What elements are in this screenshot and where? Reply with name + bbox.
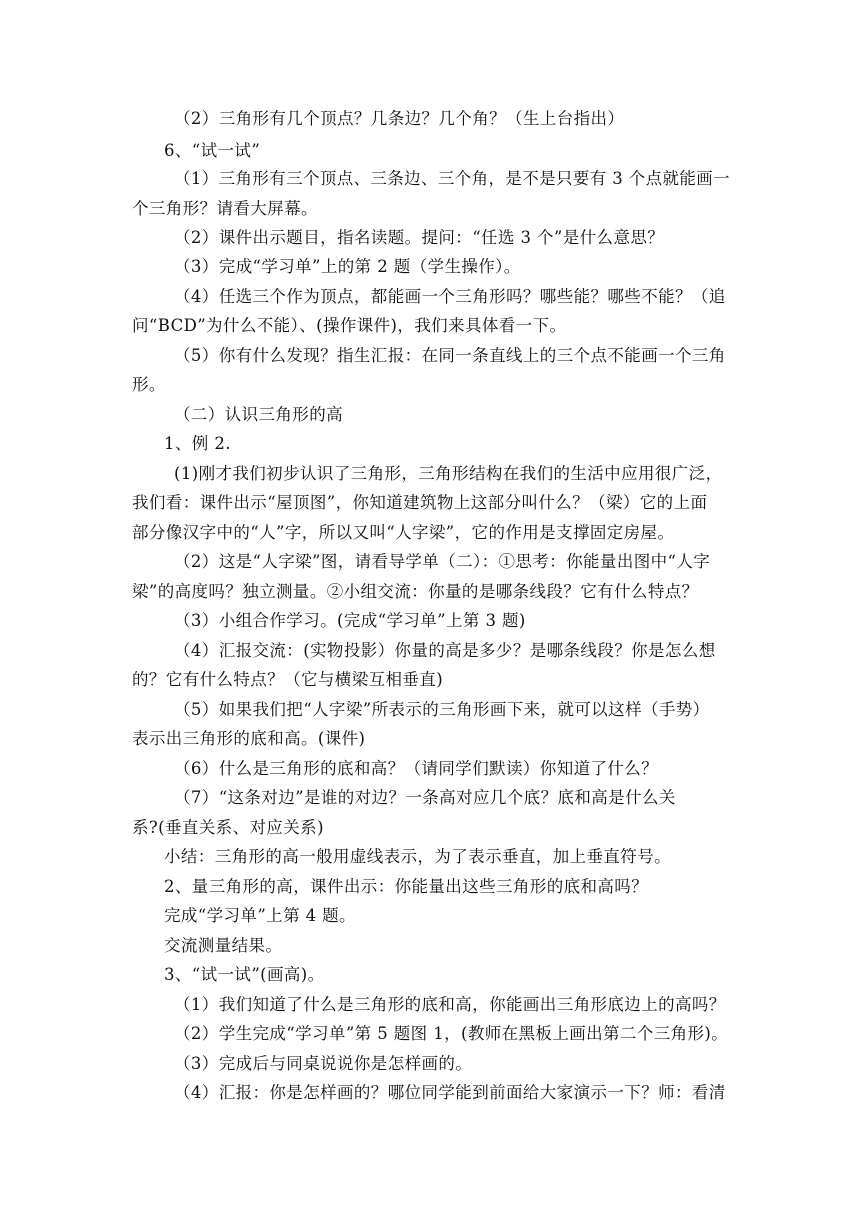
text-line: （5）如果我们把“人字梁”所表示的三角形画下来，就可以这样（手势）: [174, 700, 710, 719]
text-line: 1、例 2.: [164, 434, 231, 453]
text-line: （3）完成后与同桌说说你是怎样画的。: [174, 1054, 473, 1073]
text-line: 3、“试一试”(画高)。: [164, 965, 325, 984]
text-line: （7）“这条对边”是谁的对边？一条高对应几个底？底和高是什么关: [174, 788, 676, 807]
text-line: （3）完成“学习单”上的第 2 题（学生操作）。: [174, 257, 521, 276]
section-heading: （二）认识三角形的高: [174, 405, 343, 424]
text-line: 完成“学习单”上第 4 题。: [164, 906, 356, 925]
text-line: 的？它有什么特点？（它与横梁互相垂直): [132, 670, 444, 689]
text-line: 6、“试一试”: [164, 141, 261, 160]
text-line: （2）这是“人字梁”图，请看导学单（二）：①思考：你能量出图中“人字: [174, 552, 711, 571]
text-line: （3）小组合作学习。(完成“学习单”上第 3 题): [174, 611, 526, 630]
text-line: （2）课件出示题目，指名读题。提问：“任选 3 个”是什么意思？: [174, 228, 665, 247]
text-line: 交流测量结果。: [164, 936, 283, 955]
text-line: （4）汇报交流：(实物投影）你量的高是多少？是哪条线段？你是怎么想: [174, 641, 716, 660]
text-line: （1）三角形有三个顶点、三条边、三个角，是不是只要有 3 个点就能画一: [174, 169, 730, 188]
text-line: 部分像汉字中的“人”字，所以又叫“人字梁”，它的作用是支撑固定房屋。: [132, 523, 675, 542]
text-line: （2）学生完成“学习单”第 5 题图 1，(教师在黑板上画出第二个三角形)。: [174, 1024, 729, 1043]
text-line: （5）你有什么发现？指生汇报：在同一条直线上的三个点不能画一个三角: [174, 346, 726, 365]
text-line: （1）我们知道了什么是三角形的底和高，你能画出三角形底边上的高吗？: [174, 995, 726, 1014]
text-line: 问“BCD”为什么不能）、(操作课件)，我们来具体看一下。: [132, 316, 567, 335]
text-line: 系?(垂直关系、对应关系): [132, 818, 324, 837]
text-line: 小结：三角形的高一般用虚线表示，为了表示垂直，加上垂直符号。: [164, 847, 671, 866]
text-line: 2、量三角形的高，课件出示：你能量出这些三角形的底和高吗？: [164, 877, 649, 896]
text-line: （4）任选三个作为顶点，都能画一个三角形吗？哪些能？哪些不能？（追: [174, 287, 726, 306]
text-line: （4）汇报：你是怎样画的？哪位同学能到前面给大家演示一下？师：看清: [174, 1083, 726, 1102]
text-line: 形。: [132, 375, 166, 394]
text-line: （6）什么是三角形的底和高？（请同学们默读）你知道了什么？: [174, 759, 659, 778]
text-line: 表示出三角形的底和高。(课件): [132, 729, 366, 748]
text-line: 个三角形？请看大屏幕。: [132, 199, 318, 218]
text-line: 我们看：课件出示“屋顶图”，你知道建筑物上这部分叫什么？（梁）它的上面: [132, 493, 708, 512]
text-line: 梁”的高度吗？独立测量。②小组交流：你量的是哪条线段？它有什么特点？: [132, 582, 699, 601]
text-line: （2）三角形有几个顶点？几条边？几个角？（生上台指出）: [174, 109, 625, 128]
text-line: (1)刚才我们初步认识了三角形，三角形结构在我们的生活中应用很广泛，: [174, 464, 723, 483]
